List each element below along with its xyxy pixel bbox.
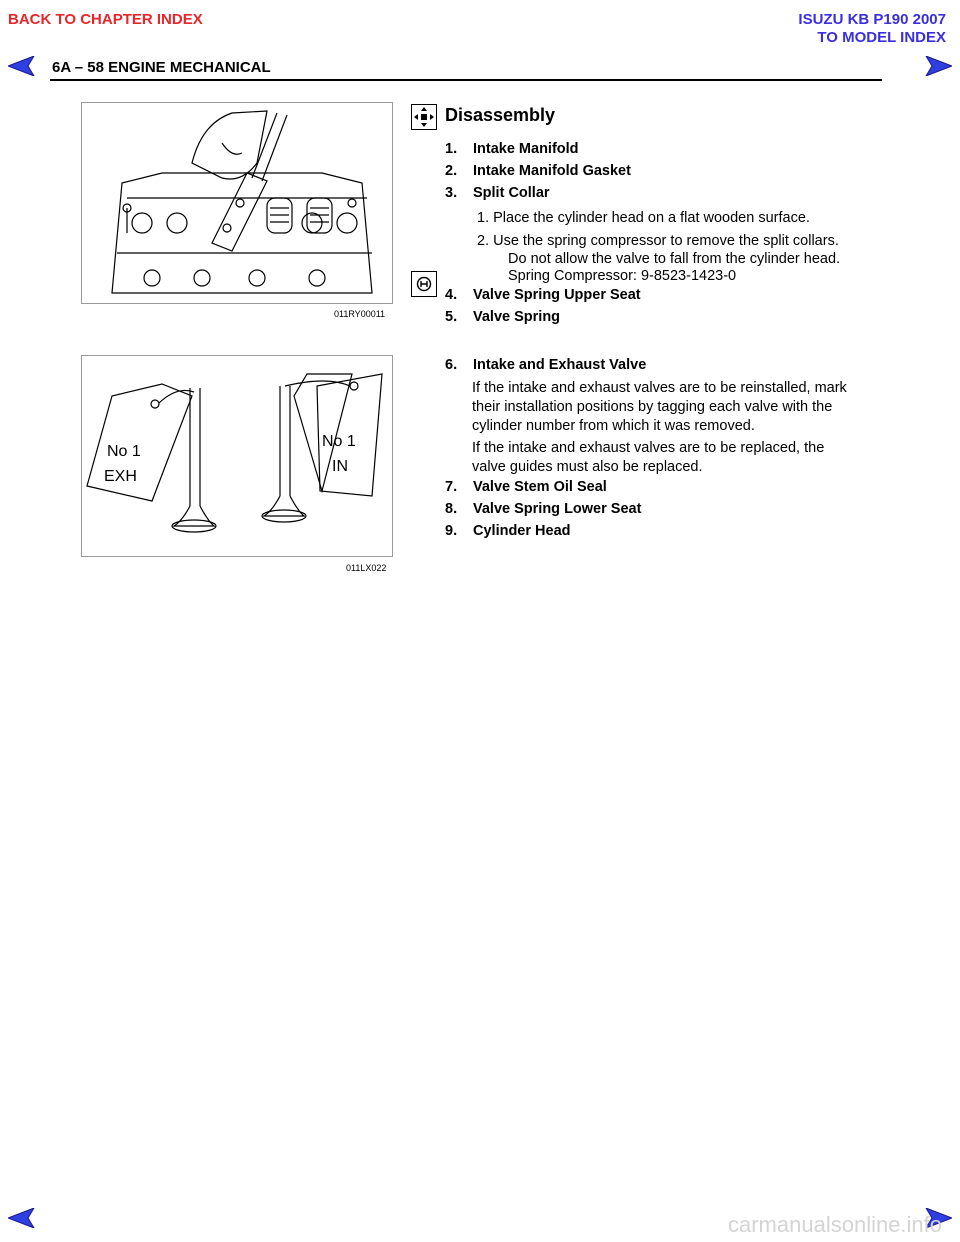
to-model-index-link[interactable]: TO MODEL INDEX bbox=[817, 29, 946, 46]
note-reinstall: If the intake and exhaust valves are to be reinstalled, mark their installation positions by tagging each valve with the cylinder number from which it was removed. bbox=[472, 380, 847, 434]
figure-2-caption: 011LX022 bbox=[346, 563, 387, 573]
in-tag-line2: IN bbox=[332, 458, 348, 475]
disassembly-icon bbox=[411, 104, 437, 130]
list-item: 6. Intake and Exhaust Valve bbox=[445, 357, 647, 373]
model-title-link[interactable]: ISUZU KB P190 2007 bbox=[798, 11, 946, 28]
list-item: 2. Intake Manifold Gasket bbox=[445, 163, 631, 179]
list-item: 3. Split Collar bbox=[445, 185, 550, 201]
watermark: carmanualsonline.info bbox=[728, 1212, 943, 1237]
special-tool-line: Spring Compressor: 9-8523-1423-0 bbox=[508, 268, 737, 284]
prev-page-arrow-bottom-icon[interactable] bbox=[8, 1208, 38, 1233]
back-to-chapter-index-link[interactable]: BACK TO CHAPTER INDEX bbox=[8, 11, 203, 28]
figure-1-caption: 011RY00011 bbox=[334, 309, 386, 319]
header-rule bbox=[50, 79, 882, 81]
list-item: 5. Valve Spring bbox=[445, 309, 561, 325]
next-page-arrow-icon[interactable] bbox=[922, 56, 952, 81]
list-item: 8. Valve Spring Lower Seat bbox=[445, 501, 642, 517]
step-2: 2. Use the spring compressor to remove the split collars. bbox=[477, 233, 839, 249]
list-item: 7. Valve Stem Oil Seal bbox=[445, 479, 607, 495]
page-header-title: 6A – 58 ENGINE MECHANICAL bbox=[52, 59, 271, 76]
exh-tag-line1: No 1 bbox=[107, 443, 141, 460]
list-item: 9. Cylinder Head bbox=[445, 523, 571, 539]
list-item: 4. Valve Spring Upper Seat bbox=[445, 287, 641, 303]
prev-page-arrow-icon[interactable] bbox=[8, 56, 38, 81]
step-2-note: Do not allow the valve to fall from the cylinder head. bbox=[508, 251, 841, 267]
note-replace: If the intake and exhaust valves are to be replaced, the valve guides must also be replaced. bbox=[472, 440, 825, 475]
cylinder-head-spring-compressor-figure bbox=[81, 102, 393, 304]
step-1: 1. Place the cylinder head on a flat wooden surface. bbox=[477, 210, 810, 226]
section-heading: Disassembly bbox=[445, 105, 556, 125]
exh-tag-line2: EXH bbox=[104, 468, 137, 485]
tagged-valves-figure bbox=[81, 355, 393, 557]
list-item: 1. Intake Manifold bbox=[445, 141, 579, 157]
in-tag-line1: No 1 bbox=[322, 433, 356, 450]
special-tool-icon bbox=[411, 271, 437, 297]
